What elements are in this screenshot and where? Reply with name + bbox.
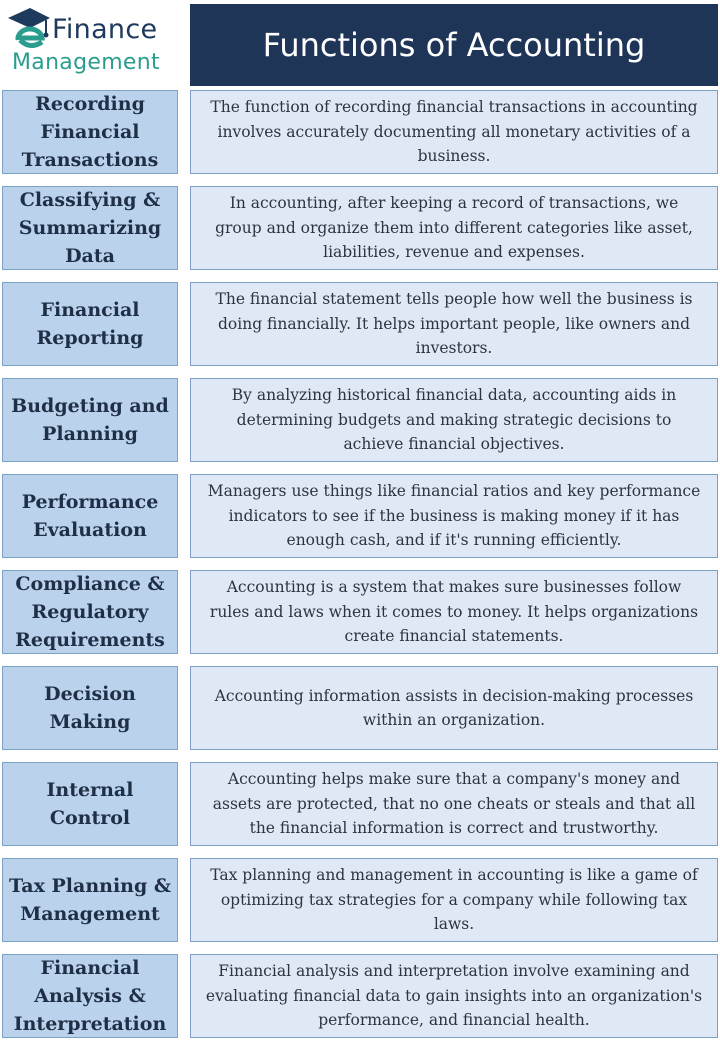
function-title: Performance Evaluation	[2, 474, 178, 558]
function-row	[0, 666, 720, 752]
logo-text-finance: Finance	[52, 14, 158, 45]
function-description: Accounting helps make sure that a company's money and assets are protected, that no one cheats or steals and that all the financial information is correct and trustworthy.	[190, 762, 718, 846]
function-title: Compliance & Regulatory Requirements	[2, 570, 178, 654]
function-description: Tax planning and management in accounting is like a game of optimizing tax strategies for a company while following tax laws.	[190, 858, 718, 942]
function-row	[0, 186, 720, 272]
function-title: Classifying & Summarizing Data	[2, 186, 178, 270]
function-row	[0, 954, 720, 1040]
function-title: Recording Financial Transactions	[2, 90, 178, 174]
function-description: The financial statement tells people how well the business is doing financially. It helps important people, like owners and investors.	[190, 282, 718, 366]
logo-text-management: Management	[12, 50, 160, 75]
function-row	[0, 570, 720, 656]
function-description: Financial analysis and interpretation involve examining and evaluating financial data to gain insights into an organization's performance, and financial health.	[190, 954, 718, 1038]
function-title: Tax Planning & Management	[2, 858, 178, 942]
function-description: Managers use things like financial ratios and key performance indicators to see if the business is making money if it has enough cash, and if it's running efficiently.	[190, 474, 718, 558]
function-description: By analyzing historical financial data, accounting aids in determining budgets and making strategic decisions to achieve financial objectives.	[190, 378, 718, 462]
function-title: Internal Control	[2, 762, 178, 846]
function-row	[0, 858, 720, 944]
finance-management-logo	[0, 0, 186, 84]
function-description: In accounting, after keeping a record of transactions, we group and organize them into different categories like asset, liabilities, revenue and expenses.	[190, 186, 718, 270]
function-title: Budgeting and Planning	[2, 378, 178, 462]
function-title: Financial Reporting	[2, 282, 178, 366]
function-row	[0, 90, 720, 176]
function-title: Financial Analysis & Interpretation	[2, 954, 178, 1038]
function-row	[0, 762, 720, 848]
graduation-cap-e-icon	[4, 4, 52, 54]
function-description: Accounting is a system that makes sure businesses follow rules and laws when it comes to money. It helps organizations create financial statements.	[190, 570, 718, 654]
function-description: The function of recording financial transactions in accounting involves accurately documenting all monetary activities of a business.	[190, 90, 718, 174]
function-row	[0, 282, 720, 368]
function-row	[0, 378, 720, 464]
page-title: Functions of Accounting	[190, 4, 718, 86]
function-description: Accounting information assists in decision-making processes within an organization.	[190, 666, 718, 750]
function-title: Decision Making	[2, 666, 178, 750]
function-row	[0, 474, 720, 560]
